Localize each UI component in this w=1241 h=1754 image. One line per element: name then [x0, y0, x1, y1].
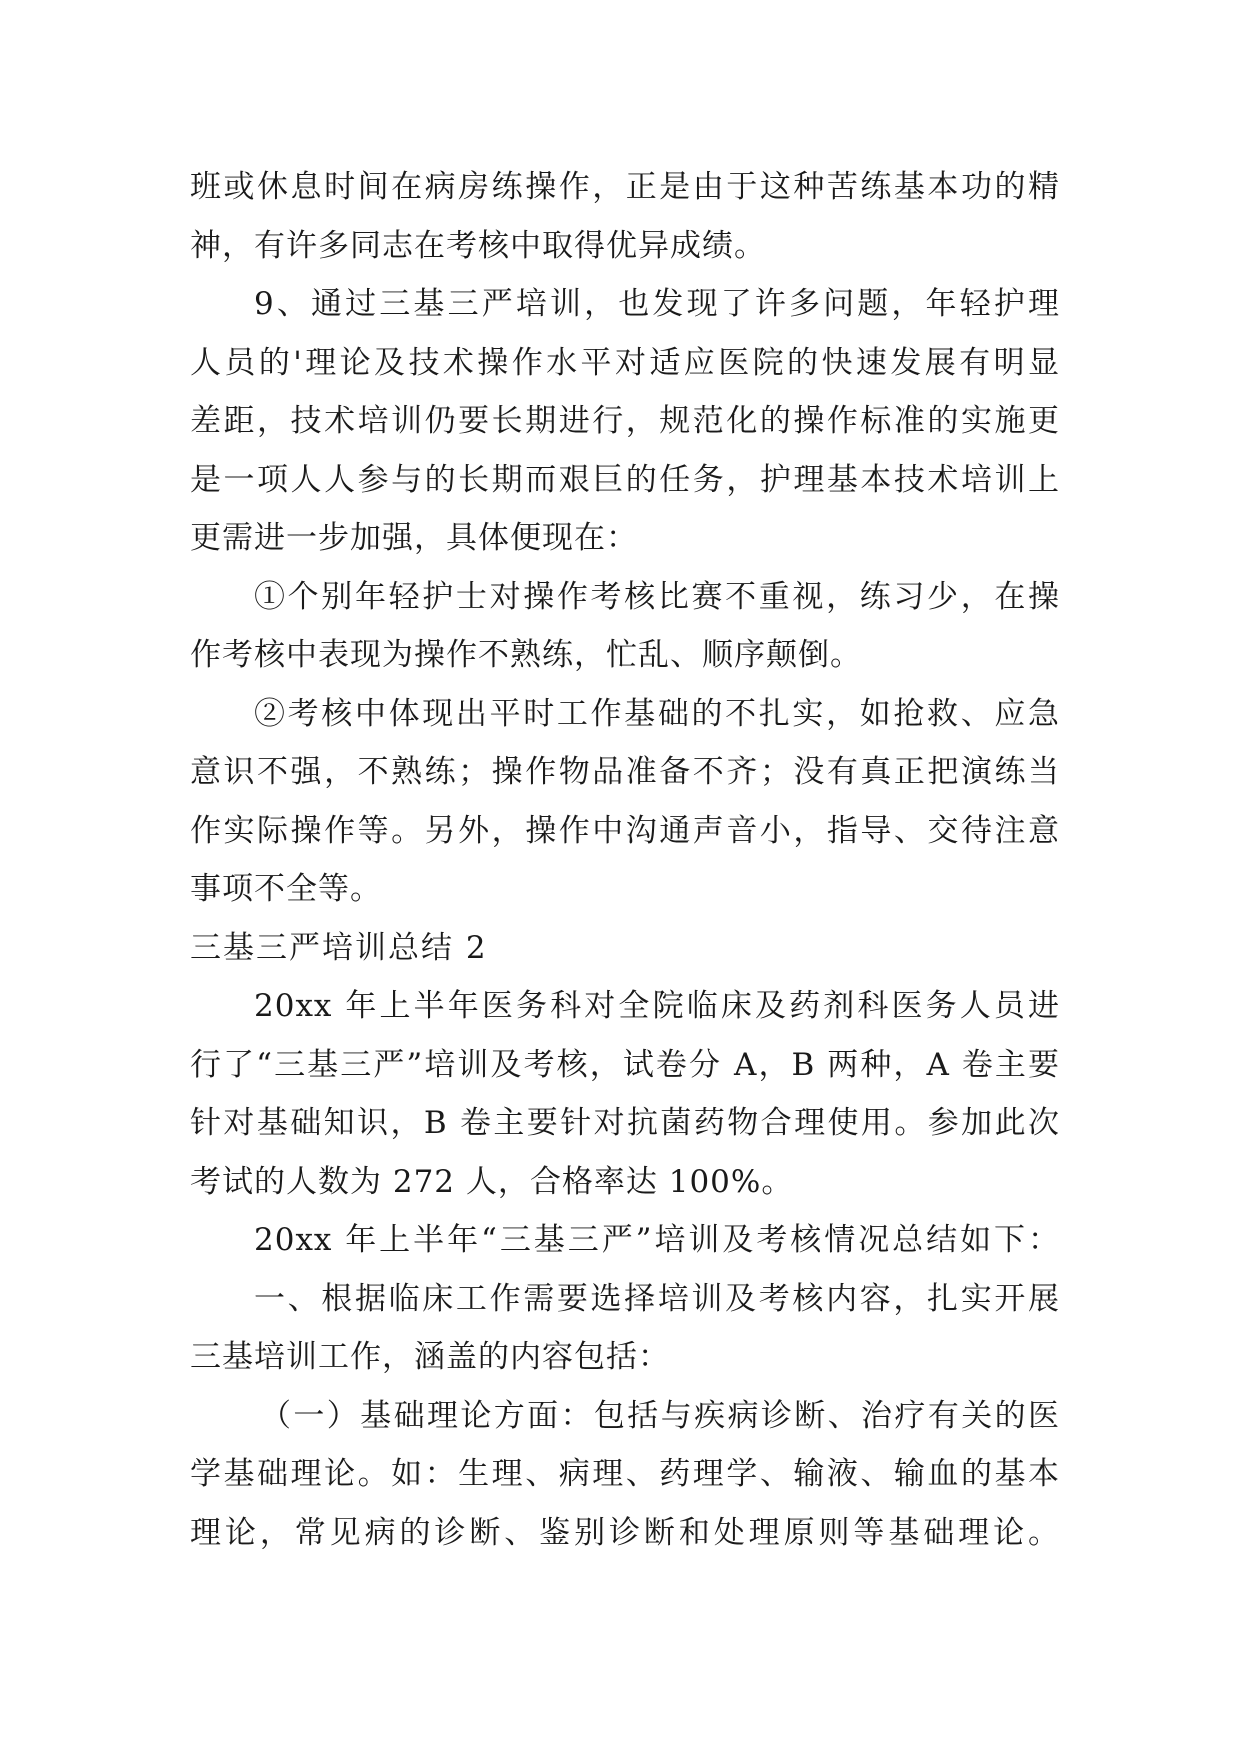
text-line: 神，有许多同志在考核中取得优异成绩。: [190, 227, 766, 264]
text-line: 人员的'理论及技术操作水平对适应医院的快速发展有明显: [190, 344, 1060, 381]
text-line: 针对基础知识，B 卷主要针对抗菌药物合理使用。参加此次: [190, 1105, 1060, 1141]
text-line: 行了“三基三严”培训及考核，试卷分 A，B 两种，A 卷主要: [190, 1046, 1060, 1083]
paragraph-start-line: 20xx 年上半年“三基三严”培训及考核情况总结如下：: [254, 1222, 1060, 1258]
paragraph-start-line: 一、根据临床工作需要选择培训及考核内容，扎实开展: [254, 1280, 1060, 1317]
text-line: 班或休息时间在病房练操作，正是由于这种苦练基本功的精: [190, 169, 1060, 205]
paragraph-start-line: ②考核中体现出平时工作基础的不扎实，如抢救、应急: [254, 695, 1060, 732]
section-heading: 三基三严培训总结 2: [190, 929, 488, 966]
text-line: 作考核中表现为操作不熟练，忙乱、顺序颠倒。: [190, 637, 862, 673]
paragraph-start-line: 9、通过三基三严培训，也发现了许多问题，年轻护理: [254, 286, 1060, 322]
paragraph-start-line: 20xx 年上半年医务科对全院临床及药剂科医务人员进: [254, 988, 1060, 1024]
text-line: 考试的人数为 272 人，合格率达 100%。: [190, 1163, 794, 1200]
text-line: 事项不全等。: [190, 871, 382, 907]
paragraph-start-line: （一）基础理论方面：包括与疾病诊断、治疗有关的医: [260, 1397, 1060, 1434]
text-line: 意识不强，不熟练；操作物品准备不齐；没有真正把演练当: [190, 754, 1060, 790]
paragraph-start-line: ①个别年轻护士对操作考核比赛不重视，练习少，在操: [254, 578, 1060, 615]
text-line: 是一项人人参与的长期而艰巨的任务，护理基本技术培训上: [190, 461, 1060, 498]
text-line: 学基础理论。如：生理、病理、药理学、输液、输血的基本: [190, 1456, 1060, 1492]
text-line: 三基培训工作，涵盖的内容包括：: [190, 1339, 670, 1375]
text-line: 作实际操作等。另外，操作中沟通声音小，指导、交待注意: [190, 812, 1060, 849]
text-line: 差距，技术培训仍要长期进行，规范化的操作标准的实施更: [190, 403, 1060, 439]
document-page: [190, 158, 1060, 1562]
text-line: 更需进一步加强，具体便现在：: [190, 520, 638, 556]
text-line: 理论，常见病的诊断、鉴别诊断和处理原则等基础理论。: [190, 1514, 1060, 1551]
